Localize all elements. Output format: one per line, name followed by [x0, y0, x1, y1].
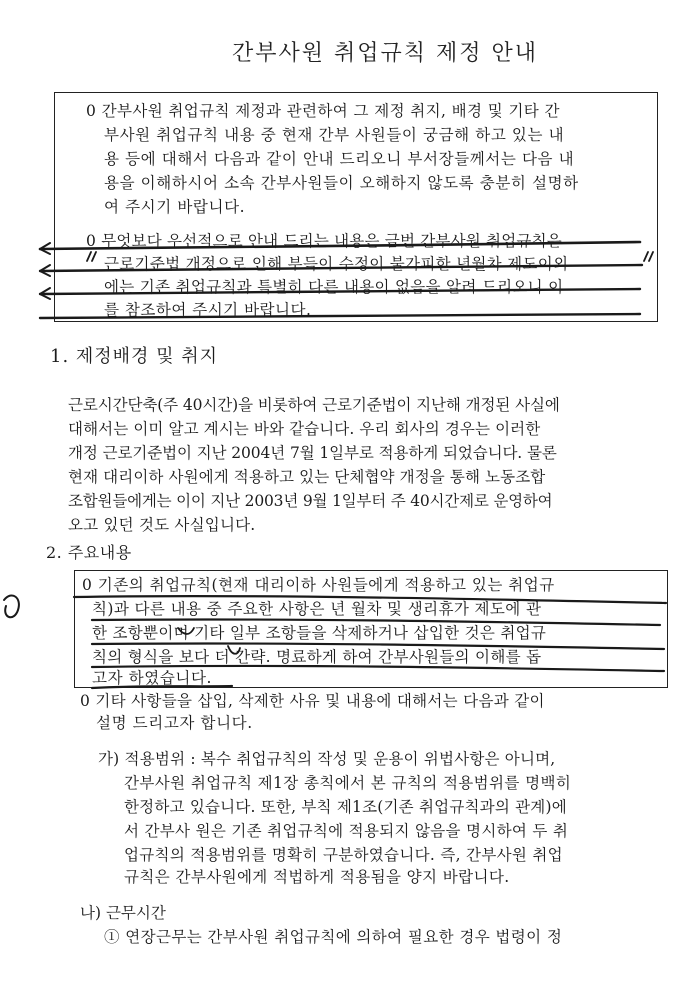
- item-na-heading: 나) 근무시간: [80, 904, 166, 922]
- section1-line: 개정 근로기준법이 지난 2004년 7월 1일부로 적용하게 되었습니다. 물론: [68, 444, 557, 462]
- intro-para1-line: 0 간부사원 취업규칙 제정과 관련하여 그 제정 취지, 배경 및 기타 간: [86, 102, 560, 120]
- section1-line: 오고 있던 것도 사실입니다.: [68, 516, 256, 534]
- intro-para1-line: 용을 이해하시어 소속 간부사원들이 오해하지 않도록 충분히 설명하: [104, 174, 579, 192]
- intro-para2-line: 0 무엇보다 우선적으로 안내 드리는 내용은 금번 간부사원 취업규칙은: [86, 232, 562, 250]
- intro-para1-line: 부사원 취업규칙 내용 중 현재 간부 사원들이 궁금해 하고 있는 내: [104, 126, 565, 144]
- key-content-line: 칙의 형식을 보다 더 간략. 명료하게 하여 간부사원들의 이해를 돕: [92, 648, 542, 666]
- page-title: 간부사원 취업규칙 제정 안내: [231, 41, 538, 66]
- note-line: 설명 드리고자 합니다.: [96, 714, 253, 732]
- note-line: 0 기타 사항들을 삽입, 삭제한 사유 및 내용에 대해서는 다음과 같이: [80, 692, 545, 710]
- intro-para2-line: 에는 기존 취업규칙과 특별히 다른 내용이 없음을 알려 드리오니 이: [104, 278, 564, 296]
- item-ga-line: 규칙은 간부사원에게 적법하게 적용됨을 양지 바랍니다.: [124, 868, 510, 886]
- circle-mark: [4, 595, 19, 617]
- section1-line: 현재 대리이하 사원에게 적용하고 있는 단체협약 개정을 통해 노동조합: [68, 468, 546, 486]
- section1-line: 근로시간단축(주 40시간)을 비롯하여 근로기준법이 지난해 개정된 사실에: [68, 396, 560, 414]
- item-ga-line: 서 간부사 원은 기존 취업규칙에 적용되지 않음을 명시하여 두 취: [124, 822, 569, 840]
- item-ga-line: 업규칙의 적용범위를 명확히 구분하였습니다. 즉, 간부사원 취업: [124, 846, 563, 864]
- section1-heading: 1. 제정배경 및 취지: [50, 346, 219, 367]
- arrow-mark: [40, 243, 50, 254]
- item-na-line: ① 연장근무는 간부사원 취업규칙에 의하여 필요한 경우 법령이 정: [104, 928, 563, 946]
- item-ga-line: 간부사원 취업규칙 제1장 총칙에서 본 규칙의 적용범위를 명백히: [124, 774, 572, 792]
- key-content-line: 칙)과 다른 내용 중 주요한 사항은 년 월차 및 생리휴가 제도에 관: [92, 600, 542, 618]
- key-content-line: 0 기존의 취업규칙(현재 대리이하 사원들에게 적용하고 있는 취업규: [82, 576, 555, 594]
- arrow-mark: [40, 265, 50, 276]
- key-content-line: 한 조항뿐이며 기타 일부 조항들을 삭제하거나 삽입한 것은 취업규: [92, 624, 547, 642]
- item-ga-line: 한정하고 있습니다. 또한, 부칙 제1조(기존 취업규칙과의 관계)에: [124, 798, 567, 816]
- intro-para2-line: 를 참조하여 주시기 바랍니다.: [104, 301, 312, 319]
- intro-para1-line: 용 등에 대해서 다음과 같이 안내 드리오니 부서장들께서는 다음 내: [104, 150, 575, 168]
- section1-line: 조합원들에게는 이이 지난 2003년 9월 1일부터 주 40시간제로 운영하여: [68, 492, 553, 510]
- intro-para2-line: 근로기준법 개정으로 인해 부득이 수정이 불가피한 년월차 제도이외: [104, 255, 569, 273]
- item-ga-line: 가) 적용범위 : 복수 취업규칙의 작성 및 운용이 위법사항은 아니며,: [98, 750, 556, 768]
- arrow-mark: [40, 288, 50, 299]
- key-content-line: 고자 하였습니다.: [92, 669, 213, 687]
- section2-heading: 2. 주요내용: [46, 543, 132, 562]
- intro-para1-line: 여 주시기 바랍니다.: [104, 198, 246, 216]
- section1-line: 대해서는 이미 알고 계시는 바와 같습니다. 우리 회사의 경우는 이러한: [68, 420, 541, 438]
